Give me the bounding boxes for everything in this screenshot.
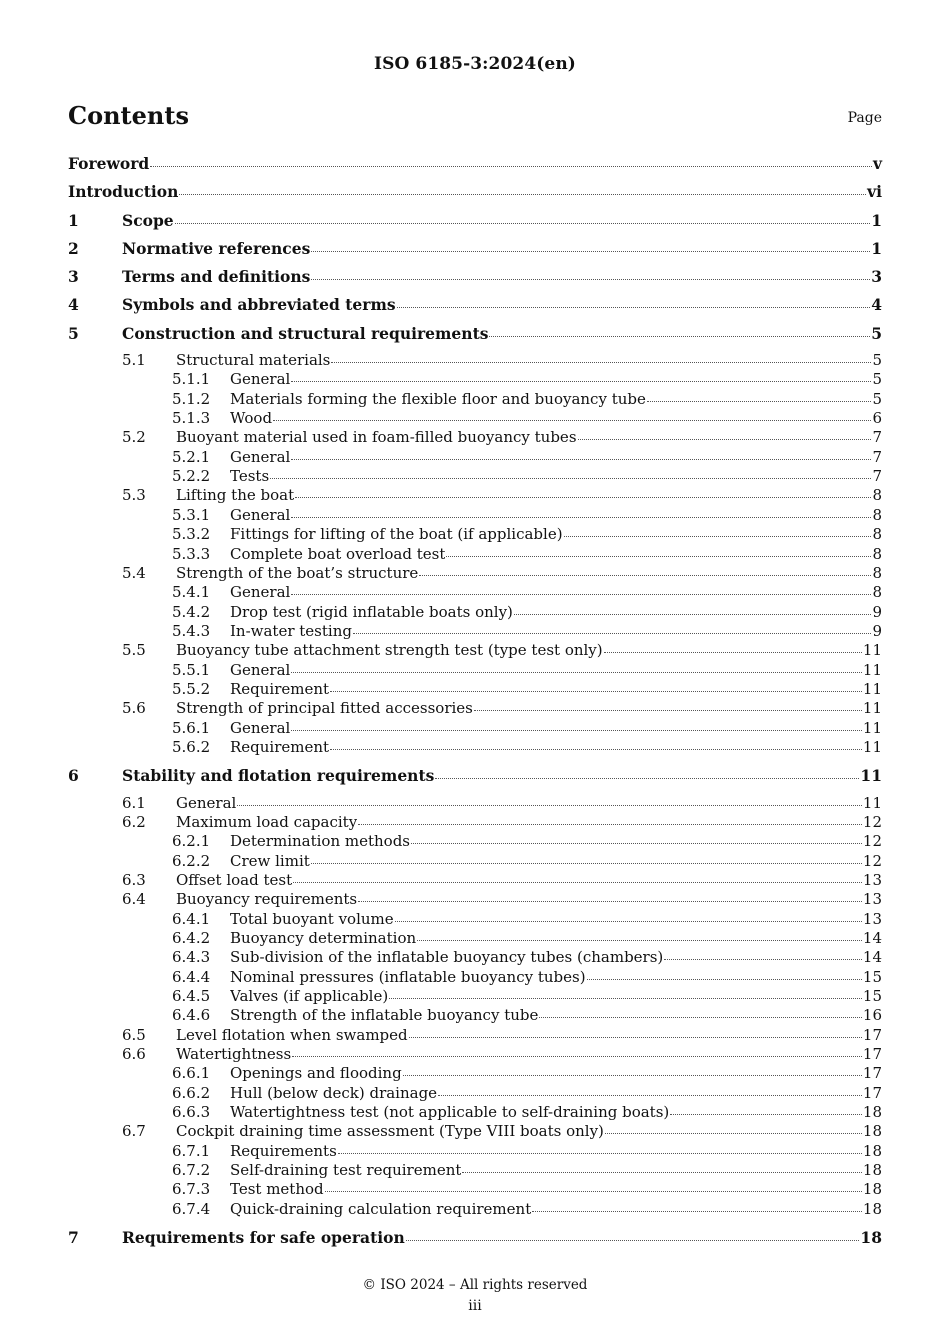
dot-leader bbox=[179, 194, 866, 195]
dot-leader bbox=[331, 362, 871, 363]
toc-entry-number: 6.7.3 bbox=[172, 1180, 211, 1199]
dot-leader bbox=[311, 251, 870, 252]
toc-entry[interactable] bbox=[68, 813, 882, 832]
toc-entry-title: Terms and definitions bbox=[122, 267, 311, 287]
dot-leader bbox=[532, 1211, 862, 1212]
toc-entry-number: 5 bbox=[68, 323, 79, 343]
toc-entry-number: 5.1.3 bbox=[172, 409, 211, 428]
toc-entry[interactable] bbox=[68, 266, 882, 294]
toc-entry-title: Wood bbox=[230, 409, 273, 428]
toc-entry[interactable] bbox=[68, 210, 882, 238]
toc-entry-number: 6 bbox=[68, 766, 79, 786]
page-number: iii bbox=[468, 1298, 482, 1314]
toc-entry-title: General bbox=[230, 583, 291, 602]
toc-entry-number: 5.4 bbox=[122, 563, 146, 582]
toc-entry-page: 17 bbox=[862, 1083, 882, 1102]
toc-entry-title: Introduction bbox=[68, 182, 179, 202]
dot-leader bbox=[395, 921, 862, 922]
toc-entry-title: Strength of the inflatable buoyancy tube bbox=[230, 1006, 539, 1025]
toc-entry-page: 8 bbox=[872, 583, 882, 602]
toc-entry-page: 18 bbox=[862, 1103, 882, 1122]
toc-entry-page: 18 bbox=[862, 1122, 882, 1141]
toc-entry-number: 6.5 bbox=[122, 1025, 146, 1044]
dot-leader bbox=[291, 381, 871, 382]
dot-leader bbox=[489, 336, 870, 337]
toc-entry[interactable] bbox=[68, 699, 882, 718]
toc-entry-title: Strength of the boat’s structure bbox=[176, 563, 419, 582]
dot-leader bbox=[409, 1037, 862, 1038]
toc-entry-page: 17 bbox=[862, 1025, 882, 1044]
toc-entry-page: 1 bbox=[871, 238, 882, 258]
toc-entry-title: Hull (below deck) drainage bbox=[230, 1083, 438, 1102]
dot-leader bbox=[330, 691, 862, 692]
toc-entry[interactable] bbox=[68, 467, 882, 486]
toc-entry-number: 5.2.2 bbox=[172, 467, 211, 486]
dot-leader bbox=[670, 1114, 862, 1115]
toc-entry[interactable] bbox=[68, 294, 882, 322]
toc-entry-page: 3 bbox=[871, 267, 882, 287]
toc-entry-page: 13 bbox=[862, 890, 882, 909]
toc-entry-page: 18 bbox=[862, 1161, 882, 1180]
toc-entry-title: Stability and flotation requirements bbox=[122, 766, 435, 786]
toc-entry[interactable] bbox=[68, 525, 882, 544]
toc-entry-title: Symbols and abbreviated terms bbox=[122, 295, 396, 315]
dot-leader bbox=[446, 556, 871, 557]
dot-leader bbox=[406, 1240, 860, 1241]
toc-entry-page: 7 bbox=[872, 428, 882, 447]
toc-entry[interactable] bbox=[68, 1227, 882, 1255]
toc-entry-page: 12 bbox=[862, 851, 882, 870]
toc-entry-title: Lifting the boat bbox=[176, 486, 295, 505]
toc-entry-title: In-water testing bbox=[230, 621, 352, 640]
toc-entry-title: Sub-division of the inflatable buoyancy tubes (chambers) bbox=[230, 948, 664, 967]
toc-entry-page: 8 bbox=[872, 486, 882, 505]
toc-entry-title: Foreword bbox=[68, 154, 150, 173]
dot-leader bbox=[292, 1056, 862, 1057]
toc-entry[interactable] bbox=[68, 1161, 882, 1180]
toc-entry-number: 6.4 bbox=[122, 890, 146, 909]
toc-entry-number: 5.2.1 bbox=[172, 447, 211, 466]
toc-entry-page: 9 bbox=[872, 602, 882, 621]
toc-entry-page: 13 bbox=[862, 909, 882, 928]
toc-entry-number: 6.7.4 bbox=[172, 1199, 211, 1218]
toc-entry-title: Scope bbox=[122, 210, 174, 230]
toc-entry-number: 6.7.2 bbox=[172, 1161, 211, 1180]
dot-leader bbox=[237, 805, 862, 806]
dot-leader bbox=[353, 633, 871, 634]
toc-entry-page: 5 bbox=[872, 351, 882, 370]
toc-entry-number: 6.6.2 bbox=[172, 1083, 211, 1102]
dot-leader bbox=[604, 652, 862, 653]
toc-entry[interactable] bbox=[68, 409, 882, 428]
toc-entry-page: 11 bbox=[862, 793, 882, 812]
toc-entry-page: 8 bbox=[872, 525, 882, 544]
toc-entry-title: General bbox=[230, 370, 291, 389]
toc-entry[interactable] bbox=[68, 370, 882, 389]
toc-entry-title: Normative references bbox=[122, 238, 311, 258]
toc-entry-page: 11 bbox=[862, 699, 882, 718]
dot-leader bbox=[587, 979, 862, 980]
dot-leader bbox=[564, 536, 872, 537]
dot-leader bbox=[417, 940, 862, 941]
toc-entry-page: 4 bbox=[871, 295, 882, 315]
toc-entry-number: 6.2.2 bbox=[172, 851, 211, 870]
toc-entry-title: Offset load test bbox=[176, 870, 293, 889]
toc-entry-title: Structural materials bbox=[176, 351, 331, 370]
toc-entry-title: Maximum load capacity bbox=[176, 812, 358, 831]
toc-entry-page: 6 bbox=[872, 409, 882, 428]
toc-entry-page: 14 bbox=[862, 929, 882, 947]
toc-entry-number: 7 bbox=[68, 1228, 79, 1248]
toc-entry-number: 6.4.1 bbox=[172, 909, 211, 928]
toc-entry-page: 11 bbox=[862, 718, 882, 737]
toc-entry-title: Determination methods bbox=[230, 832, 411, 851]
toc-entry-title: Openings and flooding bbox=[230, 1064, 402, 1083]
toc-entry-title: Construction and structural requirements bbox=[122, 323, 489, 343]
dot-leader bbox=[150, 166, 872, 167]
toc-entry[interactable] bbox=[68, 968, 882, 987]
toc-entry-number: 5.3 bbox=[122, 486, 146, 505]
toc-entry[interactable] bbox=[68, 890, 882, 909]
table-of-contents bbox=[68, 153, 882, 1255]
toc-entry[interactable] bbox=[68, 719, 882, 738]
toc-entry[interactable] bbox=[68, 987, 882, 1006]
toc-entry[interactable] bbox=[68, 738, 882, 757]
toc-entry-number: 5.6.1 bbox=[172, 718, 211, 737]
toc-entry[interactable] bbox=[68, 181, 882, 209]
toc-entry-number: 5.1.1 bbox=[172, 370, 211, 389]
toc-entry-title: Watertightness bbox=[176, 1045, 292, 1064]
toc-entry[interactable] bbox=[68, 351, 882, 370]
toc-entry[interactable] bbox=[68, 765, 882, 793]
toc-entry[interactable] bbox=[68, 323, 882, 351]
toc-entry[interactable] bbox=[68, 1064, 882, 1083]
toc-entry-number: 6.4.3 bbox=[172, 948, 211, 967]
toc-entry-number: 6.4.4 bbox=[172, 967, 211, 986]
toc-entry[interactable] bbox=[68, 622, 882, 641]
toc-entry-title: Watertightness test (not applicable to self-draining boats) bbox=[230, 1103, 670, 1122]
toc-entry-number: 6.4.6 bbox=[172, 1006, 211, 1025]
toc-entry-page: 11 bbox=[862, 660, 882, 679]
toc-entry-title: Fittings for lifting of the boat (if applicable) bbox=[230, 525, 563, 544]
toc-entry-title: General bbox=[230, 660, 291, 679]
toc-entry-number: 6.6.3 bbox=[172, 1103, 211, 1122]
toc-entry[interactable] bbox=[68, 1142, 882, 1161]
toc-entry-title: Total buoyant volume bbox=[230, 909, 394, 928]
dot-leader bbox=[647, 401, 872, 402]
toc-entry-title: General bbox=[230, 447, 291, 466]
dot-leader bbox=[411, 843, 862, 844]
toc-entry-number: 5.2 bbox=[122, 428, 146, 447]
dot-leader bbox=[291, 594, 871, 595]
toc-entry-page: 7 bbox=[872, 447, 882, 466]
toc-entry[interactable] bbox=[68, 506, 882, 525]
dot-leader bbox=[311, 279, 870, 280]
toc-entry-title: Buoyancy requirements bbox=[176, 890, 358, 909]
document-id-header: ISO 6185-3:2024(en) bbox=[374, 54, 576, 74]
dot-leader bbox=[403, 1075, 862, 1076]
toc-entry-number: 5.6.2 bbox=[172, 737, 211, 756]
toc-entry-title: General bbox=[230, 505, 291, 524]
toc-entry-number: 6.2.1 bbox=[172, 832, 211, 851]
toc-entry-title: Test method bbox=[230, 1180, 324, 1199]
toc-entry-title: Buoyant material used in foam-filled buoyancy tubes bbox=[176, 428, 577, 447]
toc-entry-title: Self-draining test requirement bbox=[230, 1161, 462, 1180]
toc-entry[interactable] bbox=[68, 852, 882, 871]
toc-entry-title: Requirement bbox=[230, 679, 330, 698]
toc-entry-page: 5 bbox=[872, 370, 882, 389]
toc-entry[interactable] bbox=[68, 545, 882, 564]
dot-leader bbox=[338, 1153, 862, 1154]
dot-leader bbox=[270, 478, 871, 479]
toc-entry-number: 6.7 bbox=[122, 1122, 146, 1141]
dot-leader bbox=[291, 517, 871, 518]
toc-entry-number: 5.5.1 bbox=[172, 660, 211, 679]
toc-entry[interactable] bbox=[68, 910, 882, 929]
toc-entry-number: 6.3 bbox=[122, 870, 146, 889]
toc-entry-number: 5.5 bbox=[122, 641, 146, 660]
toc-entry-title: Requirement bbox=[230, 737, 330, 756]
toc-entry[interactable] bbox=[68, 1006, 882, 1025]
toc-entry-page: 8 bbox=[872, 544, 882, 563]
toc-entry-title: Buoyancy tube attachment strength test (type test only) bbox=[176, 641, 603, 660]
toc-entry-number: 6.7.1 bbox=[172, 1141, 211, 1160]
toc-entry-page: 13 bbox=[862, 870, 882, 889]
toc-entry-page: v bbox=[872, 154, 882, 173]
dot-leader bbox=[474, 710, 862, 711]
toc-entry[interactable] bbox=[68, 680, 882, 699]
toc-entry[interactable] bbox=[68, 238, 882, 266]
copyright-footer: © ISO 2024 – All rights reserved bbox=[362, 1277, 588, 1293]
toc-entry-page: 9 bbox=[872, 621, 882, 640]
toc-entry-number: 5.3.2 bbox=[172, 525, 211, 544]
toc-entry-page: 18 bbox=[860, 1228, 882, 1248]
toc-entry-page: 15 bbox=[862, 987, 882, 1006]
toc-entry-page: 12 bbox=[862, 832, 882, 851]
dot-leader bbox=[291, 459, 871, 460]
toc-entry[interactable] bbox=[68, 428, 882, 447]
toc-entry[interactable] bbox=[68, 871, 882, 890]
toc-entry-page: 11 bbox=[862, 737, 882, 756]
toc-entry[interactable] bbox=[68, 1200, 882, 1219]
toc-entry-page: 1 bbox=[871, 210, 882, 230]
toc-entry-number: 5.3.3 bbox=[172, 544, 211, 563]
toc-entry-number: 5.4.3 bbox=[172, 621, 211, 640]
toc-entry-page: 8 bbox=[872, 505, 882, 524]
toc-entry-title: Level flotation when swamped bbox=[176, 1025, 408, 1044]
toc-entry-title: Quick-draining calculation requirement bbox=[230, 1199, 532, 1218]
toc-entry-page: 16 bbox=[862, 1006, 882, 1025]
toc-entry-number: 6.2 bbox=[122, 812, 146, 831]
dot-leader bbox=[435, 778, 859, 779]
toc-entry-number: 6.6.1 bbox=[172, 1064, 211, 1083]
toc-entry[interactable] bbox=[68, 448, 882, 467]
toc-entry-page: 17 bbox=[862, 1064, 882, 1083]
dot-leader bbox=[397, 307, 871, 308]
dot-leader bbox=[325, 1191, 862, 1192]
toc-entry-number: 1 bbox=[68, 210, 79, 230]
toc-entry-page: 15 bbox=[862, 967, 882, 986]
toc-entry-page: vi bbox=[867, 182, 882, 202]
dot-leader bbox=[291, 672, 862, 673]
toc-entry-number: 5.4.1 bbox=[172, 583, 211, 602]
toc-entry[interactable] bbox=[68, 153, 882, 181]
toc-entry[interactable] bbox=[68, 603, 882, 622]
toc-entry[interactable] bbox=[68, 486, 882, 505]
toc-entry-page: 11 bbox=[862, 679, 882, 698]
dot-leader bbox=[539, 1017, 862, 1018]
toc-entry-number: 4 bbox=[68, 295, 79, 315]
dot-leader bbox=[293, 882, 862, 883]
toc-entry-title: Strength of principal fitted accessories bbox=[176, 699, 473, 718]
toc-entry[interactable] bbox=[68, 794, 882, 813]
toc-entry-title: General bbox=[176, 793, 237, 812]
toc-entry-page: 17 bbox=[862, 1045, 882, 1064]
toc-entry-title: Tests bbox=[230, 467, 270, 486]
contents-title: Contents bbox=[68, 101, 189, 130]
toc-entry-page: 18 bbox=[862, 1199, 882, 1218]
toc-entry[interactable] bbox=[68, 564, 882, 583]
toc-entry-number: 5.1 bbox=[122, 351, 146, 370]
toc-entry-number: 6.4.2 bbox=[172, 929, 211, 947]
dot-leader bbox=[578, 439, 872, 440]
toc-entry-title: Complete boat overload test bbox=[230, 544, 446, 563]
toc-entry-page: 14 bbox=[862, 948, 882, 967]
dot-leader bbox=[664, 959, 862, 960]
toc-entry[interactable] bbox=[68, 390, 882, 409]
toc-entry-title: Buoyancy determination bbox=[230, 929, 417, 947]
toc-entry-number: 5.5.2 bbox=[172, 679, 211, 698]
dot-leader bbox=[419, 575, 871, 576]
toc-entry-page: 18 bbox=[862, 1180, 882, 1199]
toc-entry-page: 18 bbox=[862, 1141, 882, 1160]
toc-entry-number: 6.1 bbox=[122, 793, 146, 812]
toc-entry-page: 11 bbox=[860, 766, 882, 786]
toc-entry-page: 11 bbox=[862, 641, 882, 660]
toc-entry-number: 2 bbox=[68, 238, 79, 258]
toc-entry[interactable] bbox=[68, 1026, 882, 1045]
dot-leader bbox=[358, 901, 862, 902]
dot-leader bbox=[438, 1095, 862, 1096]
dot-leader bbox=[330, 749, 862, 750]
toc-entry-number: 5.1.2 bbox=[172, 389, 211, 408]
toc-entry[interactable] bbox=[68, 832, 882, 851]
dot-leader bbox=[295, 497, 871, 498]
toc-entry-number: 5.6 bbox=[122, 699, 146, 718]
dot-leader bbox=[358, 824, 862, 825]
dot-leader bbox=[462, 1172, 862, 1173]
toc-entry-number: 5.4.2 bbox=[172, 602, 211, 621]
toc-entry-number: 6.6 bbox=[122, 1045, 146, 1064]
toc-entry-page: 8 bbox=[872, 563, 882, 582]
toc-entry[interactable] bbox=[68, 1103, 882, 1122]
toc-entry[interactable] bbox=[68, 1180, 882, 1199]
toc-entry-title: Nominal pressures (inflatable buoyancy tubes) bbox=[230, 967, 586, 986]
toc-entry-title: Materials forming the flexible floor and buoyancy tube bbox=[230, 389, 646, 408]
toc-entry-title: Drop test (rigid inflatable boats only) bbox=[230, 602, 513, 621]
toc-entry[interactable] bbox=[68, 641, 882, 660]
dot-leader bbox=[514, 614, 872, 615]
toc-entry-page: 5 bbox=[871, 323, 882, 343]
dot-leader bbox=[605, 1133, 862, 1134]
dot-leader bbox=[311, 863, 862, 864]
toc-entry-page: 5 bbox=[872, 389, 882, 408]
toc-entry-title: Requirements for safe operation bbox=[122, 1228, 405, 1248]
toc-entry[interactable] bbox=[68, 948, 882, 967]
toc-entry[interactable] bbox=[68, 1122, 882, 1141]
toc-entry-number: 3 bbox=[68, 267, 79, 287]
toc-entry-page: 7 bbox=[872, 467, 882, 486]
dot-leader bbox=[389, 998, 862, 999]
toc-entry-title: Valves (if applicable) bbox=[230, 987, 389, 1006]
page-column-label: Page bbox=[847, 110, 882, 126]
toc-entry-title: General bbox=[230, 718, 291, 737]
toc-entry-title: Requirements bbox=[230, 1141, 337, 1160]
dot-leader bbox=[175, 223, 871, 224]
toc-entry-number: 6.4.5 bbox=[172, 987, 211, 1006]
toc-entry[interactable] bbox=[68, 583, 882, 602]
toc-entry-title: Cockpit draining time assessment (Type VIII boats only) bbox=[176, 1122, 604, 1141]
toc-entry[interactable] bbox=[68, 1045, 882, 1064]
dot-leader bbox=[291, 730, 862, 731]
toc-entry[interactable] bbox=[68, 1084, 882, 1103]
toc-entry-title: Crew limit bbox=[230, 851, 310, 870]
dot-leader bbox=[273, 420, 871, 421]
toc-entry-number: 5.3.1 bbox=[172, 505, 211, 524]
toc-entry-page: 12 bbox=[862, 812, 882, 831]
toc-entry[interactable] bbox=[68, 929, 882, 948]
toc-entry[interactable] bbox=[68, 661, 882, 680]
